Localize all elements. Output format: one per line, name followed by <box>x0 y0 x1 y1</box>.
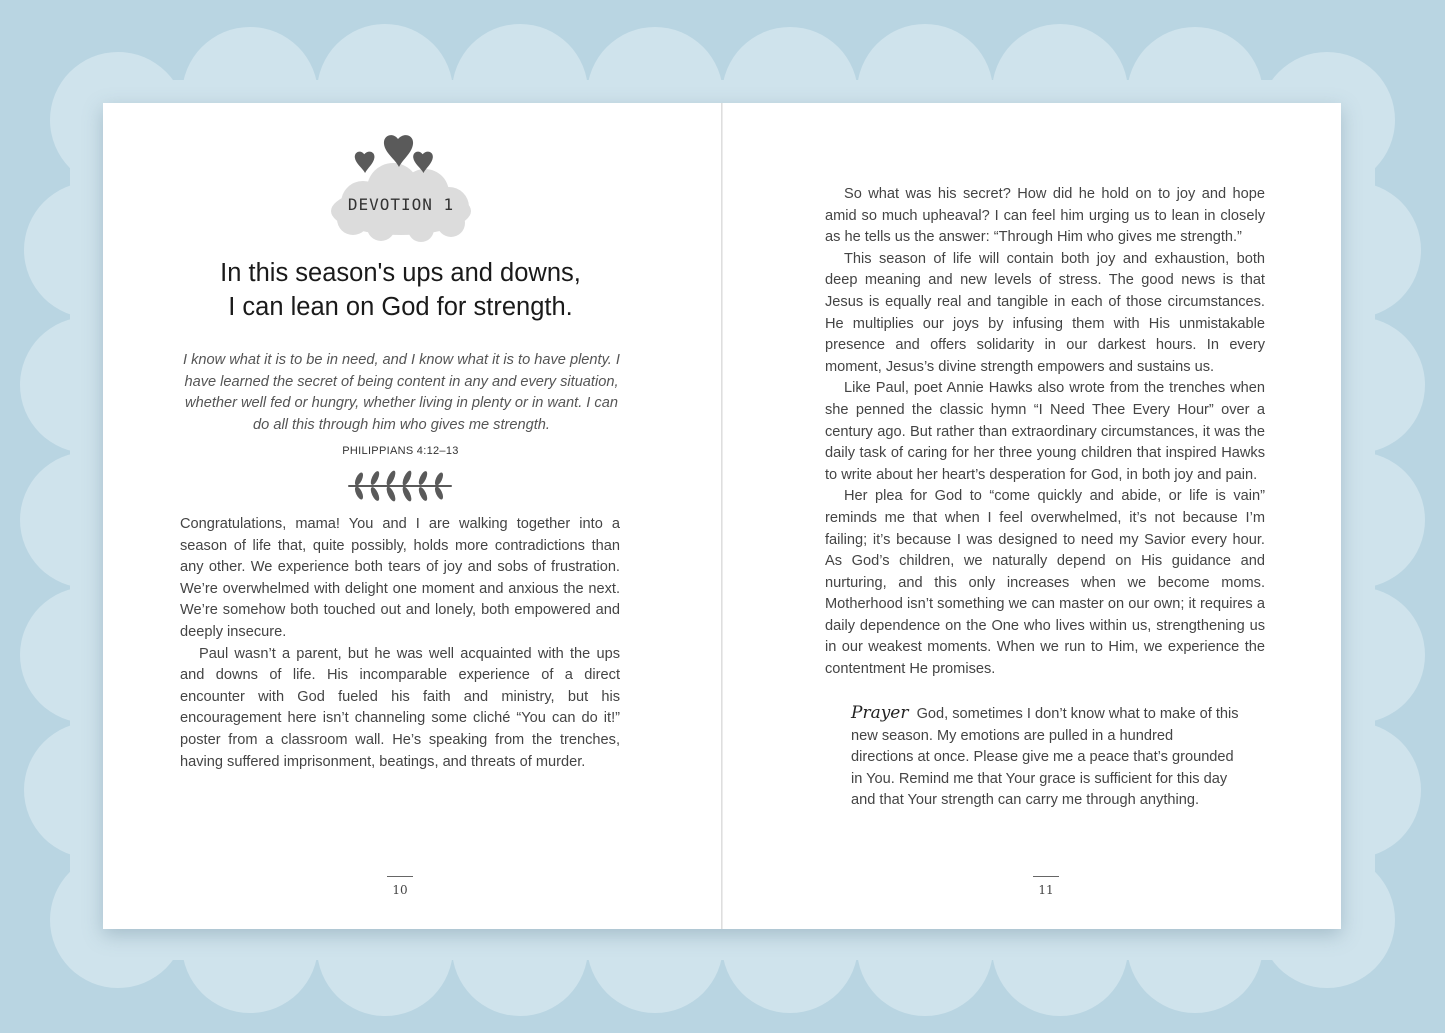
left-paragraph-2: Paul wasn’t a parent, but he was well acquainted with the ups and downs of life. His incomparable experience of a direct encounter with God fueled his faith and ministry, but his encouragement here isn’t channeling some cliché “You can do it!” poster from a classroom wall. He’s speaking from the trenches, having suffered imprisonment, beatings, and threats of murder. <box>180 645 620 770</box>
devotion-label: DEVOTION 1 <box>347 195 455 214</box>
devotion-badge <box>325 133 477 243</box>
devotion-headline <box>163 256 638 324</box>
open-book <box>103 103 1341 929</box>
right-page <box>723 103 1341 929</box>
scripture-reference: PHILIPPIANS 4:12–13 <box>342 445 459 457</box>
left-page <box>103 103 721 929</box>
right-paragraph-1: So what was his secret? How did he hold on to joy and hope amid so much upheaval? I can feel him urging us to lean in closely as he tells us the answer: “Through Him who gives me strength.” <box>825 186 1265 246</box>
page-number-right: 11 <box>1038 883 1054 897</box>
three-hearts-icon <box>325 133 477 243</box>
right-paragraph-4: Her plea for God to “come quickly and abide, or life is vain” reminds me that when I feel overwhelmed, it’s not because I’m failing; it’s because I was designed to need my Savior every hour. As God’s children, we naturally depend on His guidance and nurturing, and this only increases when we become moms. Motherhood isn’t something we can master on our own; it requires a daily dependence on the One who lives within us, strengthening us in our weakest moments. When we run to Him, we experience the contentment He promises. <box>825 488 1265 678</box>
scripture-verse: I know what it is to be in need, and I know what it is to have plenty. I have learned the secret of being content in any and every situation, whether well fed or hungry, whether living in plenty or in want. I can do all this through him who gives me strength. <box>183 352 620 433</box>
left-body-text <box>180 514 620 773</box>
page-number-left: 10 <box>392 883 408 897</box>
right-body-text <box>825 184 1265 681</box>
page-number-rule <box>387 876 413 877</box>
right-paragraph-2: This season of life will contain both joy and exhaustion, both deep meaning and new levels of stress. The good news is that Jesus is equally real and tangible in each of those circumstances. He multiplies our joys by infusing them with His unmistakable presence and offers solidarity in our darkest hours. In every moment, Jesus’s divine strength empowers and sustains us. <box>825 250 1265 375</box>
headline-line-1: In this season's ups and downs, <box>220 259 581 287</box>
prayer-label: Prayer <box>851 703 909 723</box>
right-paragraph-3: Like Paul, poet Annie Hawks also wrote from the trenches when she penned the classic hymn “I Need Thee Every Hour” over a century ago. But rather than extraordinary circumstances, it was the daily task of caring for her three young children that inspired Hawks to write about her heart’s desperation for God, in both joy and pain. <box>825 380 1265 483</box>
prayer-block <box>851 703 1239 812</box>
leafy-vine-icon <box>345 469 455 503</box>
left-paragraph-1: Congratulations, mama! You and I are walking together into a season of life that, quite possibly, holds more contradictions than any other. We experience both tears of joy and sobs of frustration. We’re overwhelmed with delight one moment and anxious the next. We’re somehow both touched out and lonely, both empowered and deeply insecure. <box>180 516 620 640</box>
prayer-text: God, sometimes I don’t know what to make of this new season. My emotions are pulled in a hundred directions at once. Please give me a peace that’s grounded in You. Remind me that Your grace is sufficient for this day and that Your strength can carry me through anything. <box>851 706 1239 809</box>
page-number-rule <box>1033 876 1059 877</box>
headline-line-2: I can lean on God for strength. <box>228 293 573 321</box>
